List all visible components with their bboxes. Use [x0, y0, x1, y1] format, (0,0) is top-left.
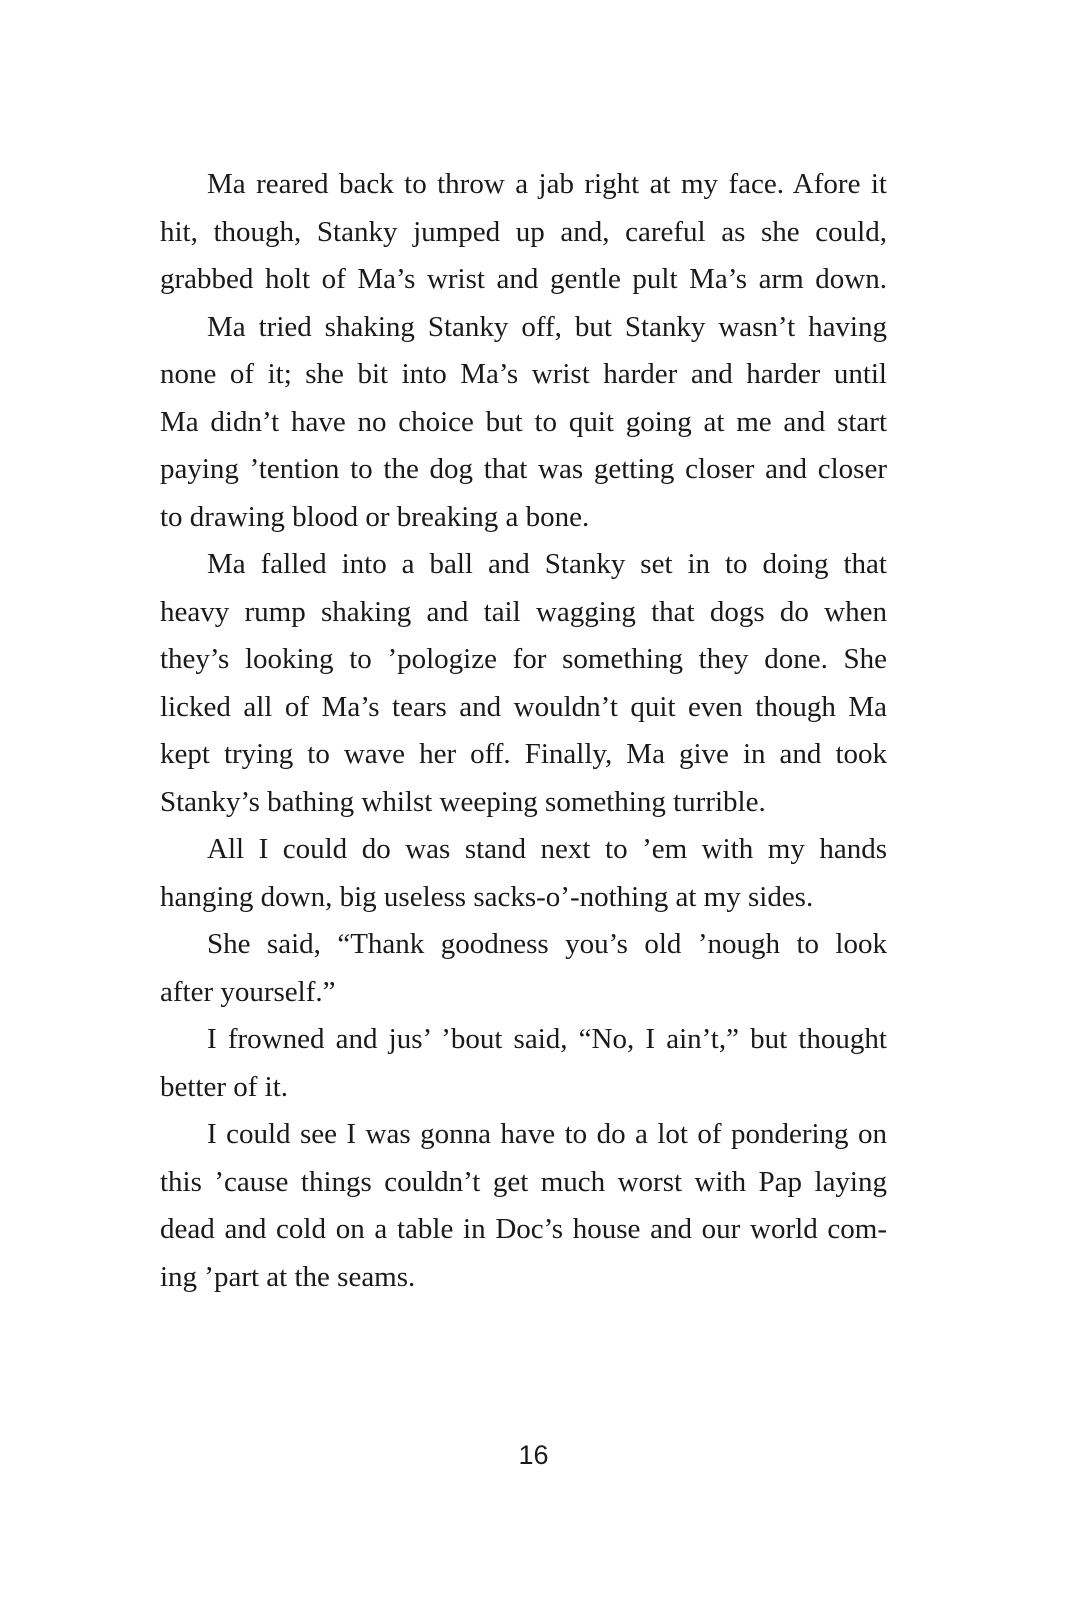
text-line: hanging down, big useless sacks-o’-nothing at my sides. [160, 880, 814, 913]
text-line: grabbed holt of Ma’s wrist and gentle pult Ma’s arm down. [160, 263, 887, 295]
text-line: licked all of Ma’s tears and wouldn’t quit even though Ma [160, 690, 887, 723]
paragraph [160, 541, 887, 826]
text-line: hit, though, Stanky jumped up and, careful as she could, [160, 215, 887, 248]
body-text [160, 161, 887, 1301]
text-line: All I could do was stand next to ’em with my hands [207, 833, 887, 865]
text-line: Ma falled into a ball and Stanky set in to doing that [207, 548, 887, 580]
text-line: to drawing blood or breaking a bone. [160, 500, 590, 533]
text-line: I frowned and jus’ ’bout said, “No, I ain’t,” but thought [207, 1023, 887, 1055]
text-line: Ma didn’t have no choice but to quit going at me and start [160, 405, 887, 438]
text-line: She said, “Thank goodness you’s old ’nough to look [207, 928, 887, 960]
text-line: Ma reared back to throw a jab right at my face. Afore it [207, 168, 887, 200]
text-line: this ’cause things couldn’t get much worst with Pap laying [160, 1165, 887, 1198]
text-line: ing ’part at the seams. [160, 1260, 416, 1293]
text-line: heavy rump shaking and tail wagging that dogs do when [160, 595, 887, 628]
paragraph [160, 161, 887, 304]
paragraph [160, 921, 887, 1016]
text-line: dead and cold on a table in Doc’s house and our world com- [160, 1213, 887, 1245]
text-line: kept trying to wave her off. Finally, Ma give in and took [160, 738, 887, 770]
text-line: after yourself.” [160, 975, 336, 1008]
text-line: Stanky’s bathing whilst weeping something turrible. [160, 785, 766, 818]
text-line: none of it; she bit into Ma’s wrist harder and harder until [160, 358, 887, 390]
text-line: better of it. [160, 1070, 289, 1103]
text-line: paying ’tention to the dog that was getting closer and closer [160, 453, 887, 485]
paragraph [160, 826, 887, 921]
text-line: Ma tried shaking Stanky off, but Stanky wasn’t having [207, 310, 887, 343]
paragraph [160, 1016, 887, 1111]
paragraph [160, 1111, 887, 1301]
page-number: 16 [518, 1440, 549, 1470]
text-line: they’s looking to ’pologize for something they done. She [160, 643, 887, 675]
paragraph [160, 304, 887, 542]
text-line: I could see I was gonna have to do a lot of pondering on [207, 1118, 887, 1150]
